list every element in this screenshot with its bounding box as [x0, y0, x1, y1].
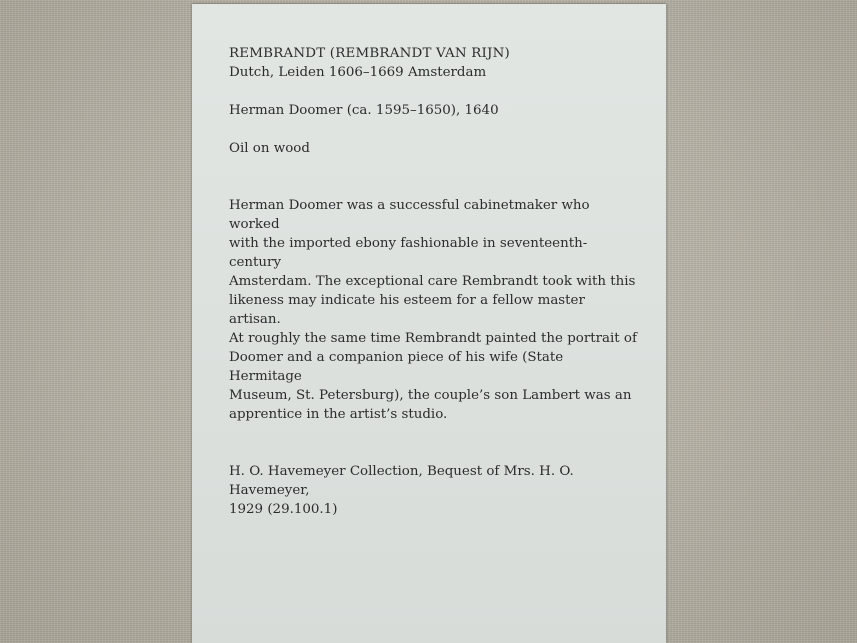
artwork-description: Herman Doomer was a successful cabinetmaker who worked with the imported ebony fashionable in seventeenth-century Amsterdam. The exceptional care Rembrandt took with this likeness may indicate his esteem for a fellow master artisan. At roughly the same time Rembrandt painted the portrait of Doomer and a companion piece of his wife (State Hermitage Museum, St. Petersburg), the couple’s son Lambert was an apprentice in the artist’s studio.	[229, 198, 637, 422]
label-text-block	[229, 44, 639, 519]
artwork-medium: Oil on wood	[229, 141, 310, 156]
museum-label-card	[192, 4, 666, 643]
artist-origin: Dutch, Leiden 1606–1669 Amsterdam	[229, 65, 487, 80]
credit-line: H. O. Havemeyer Collection, Bequest of Mrs. H. O. Havemeyer, 1929 (29.100.1)	[229, 464, 574, 517]
artist-name: REMBRANDT (REMBRANDT VAN RIJN)	[229, 46, 510, 61]
artwork-title: Herman Doomer (ca. 1595–1650), 1640	[229, 103, 499, 118]
